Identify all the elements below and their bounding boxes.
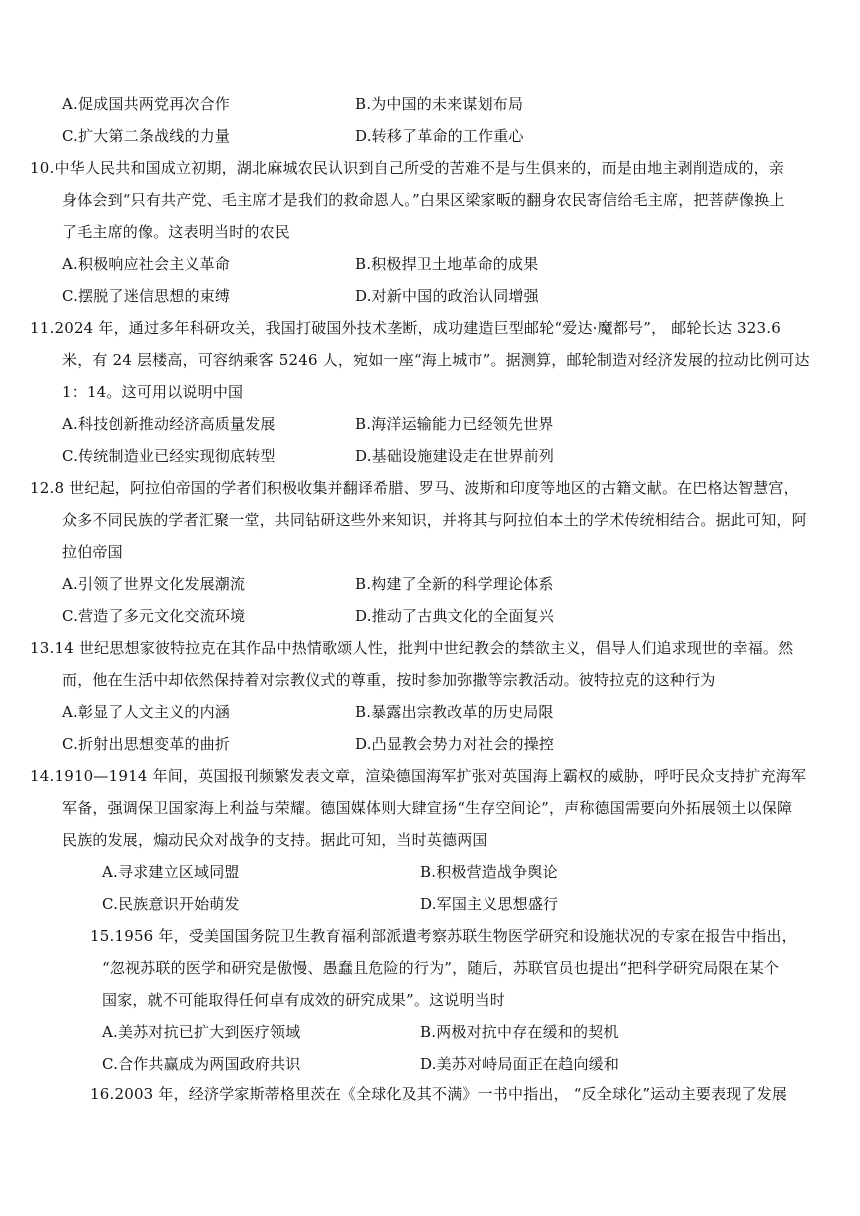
q9-option-b: B.为中国的未来谋划布局 [355, 95, 524, 113]
q12-option-b: B.构建了全新的科学理论体系 [355, 575, 554, 593]
q10-option-d: D.对新中国的政治认同增强 [355, 287, 539, 305]
q13-stem-line-2: 而，他在生活中却依然保持着对宗教仪式的尊重，按时参加弥撒等宗教活动。彼特拉克的这种行为 [62, 671, 716, 689]
q12-stem-line-2: 众多不同民族的学者汇聚一堂，共同钻研这些外来知识，并将其与阿拉伯本土的学术传统相结合。据此可知，阿 [62, 511, 807, 529]
q11-option-a: A.科技创新推动经济高质量发展 [62, 415, 276, 433]
q15-stem-line-1: 15.1956 年，受美国国务院卫生教育福利部派遣考察苏联生物医学研究和设施状况的专家在报告中指出， [90, 927, 797, 945]
q13-stem-line-1: 13.14 世纪思想家彼特拉克在其作品中热情歌颂人性，批判中世纪教会的禁欲主义，倡导人们追求现世的幸福。然 [30, 639, 794, 657]
q10-option-a: A.积极响应社会主义革命 [62, 255, 231, 273]
q10-stem-line-1: 10.中华人民共和国成立初期，湖北麻城农民认识到自己所受的苦难不是与生俱来的，而是由地主剥削造成的，亲 [30, 159, 785, 177]
q10-option-b: B.积极捍卫土地革命的成果 [355, 255, 539, 273]
q13-option-c: C.折射出思想变革的曲折 [62, 735, 231, 753]
q9-option-d: D.转移了革命的工作重心 [355, 127, 524, 145]
q15-option-b: B.两极对抗中存在缓和的契机 [420, 1023, 619, 1041]
q14-option-a: A.寻求建立区域同盟 [102, 863, 240, 881]
q14-option-b: B.积极营造战争舆论 [420, 863, 558, 881]
q14-stem-line-3: 民族的发展，煽动民众对战争的支持。据此可知，当时英德两国 [62, 831, 488, 849]
q10-stem-line-2: 身体会到“只有共产党、毛主席才是我们的救命恩人。”白果区梁家畈的翻身农民寄信给毛主席，把菩萨像换上 [62, 191, 785, 209]
q11-stem-line-2: 米，有 24 层楼高，可容纳乘客 5246 人，宛如一座“海上城市”。据测算，邮轮制造对经济发展的拉动比例可达 [62, 351, 810, 369]
q11-option-b: B.海洋运输能力已经领先世界 [355, 415, 554, 433]
q10-option-c: C.摆脱了迷信思想的束缚 [62, 287, 231, 305]
q11-stem-line-3: 1：14。这可用以说明中国 [62, 383, 244, 401]
q9-option-c: C.扩大第二条战线的力量 [62, 127, 231, 145]
q15-stem-line-3: 国家，就不可能取得任何卓有成效的研究成果”。这说明当时 [102, 991, 506, 1009]
q14-stem-line-2: 军备，强调保卫国家海上利益与荣耀。德国媒体则大肆宣扬“生存空间论”，声称德国需要向外拓展领土以保障 [62, 799, 793, 817]
q13-option-b: B.暴露出宗教改革的历史局限 [355, 703, 554, 721]
q15-option-c: C.合作共赢成为两国政府共识 [102, 1055, 301, 1073]
q13-option-d: D.凸显教会势力对社会的操控 [355, 735, 555, 753]
q15-stem-line-2: “忽视苏联的医学和研究是傲慢、愚蠢且危险的行为”，随后，苏联官员也提出“把科学研究局限在某个 [102, 959, 780, 977]
q14-option-d: D.军国主义思想盛行 [420, 895, 559, 913]
q15-option-a: A.美苏对抗已扩大到医疗领域 [102, 1023, 301, 1041]
q11-option-d: D.基础设施建设走在世界前列 [355, 447, 555, 465]
q12-option-d: D.推动了古典文化的全面复兴 [355, 607, 555, 625]
q9-option-a: A.促成国共两党再次合作 [62, 95, 231, 113]
q16-stem-line-1: 16.2003 年，经济学家斯蒂格里茨在《全球化及其不满》一书中指出， “反全球化”运动主要表现了发展 [90, 1085, 788, 1103]
q12-option-a: A.引领了世界文化发展潮流 [62, 575, 246, 593]
q12-stem-line-3: 拉伯帝国 [62, 543, 123, 561]
q13-option-a: A.彰显了人文主义的内涵 [62, 703, 231, 721]
q12-stem-line-1: 12.8 世纪起，阿拉伯帝国的学者们积极收集并翻译希腊、罗马、波斯和印度等地区的古籍文献。在巴格达智慧宫， [30, 479, 799, 497]
q12-option-c: C.营造了多元文化交流环境 [62, 607, 246, 625]
q15-option-d: D.美苏对峙局面正在趋向缓和 [420, 1055, 620, 1073]
q14-stem-line-1: 14.1910—1914 年间，英国报刊频繁发表文章，渲染德国海军扩张对英国海上霸权的威胁，呼吁民众支持扩充海军 [30, 767, 807, 785]
q14-option-c: C.民族意识开始萌发 [102, 895, 240, 913]
q11-option-c: C.传统制造业已经实现彻底转型 [62, 447, 276, 465]
q11-stem-line-1: 11.2024 年，通过多年科研攻关，我国打破国外技术垄断，成功建造巨型邮轮“爱达·魔都号”， 邮轮长达 323.6 [30, 319, 781, 337]
q10-stem-line-3: 了毛主席的像。这表明当时的农民 [62, 223, 291, 241]
